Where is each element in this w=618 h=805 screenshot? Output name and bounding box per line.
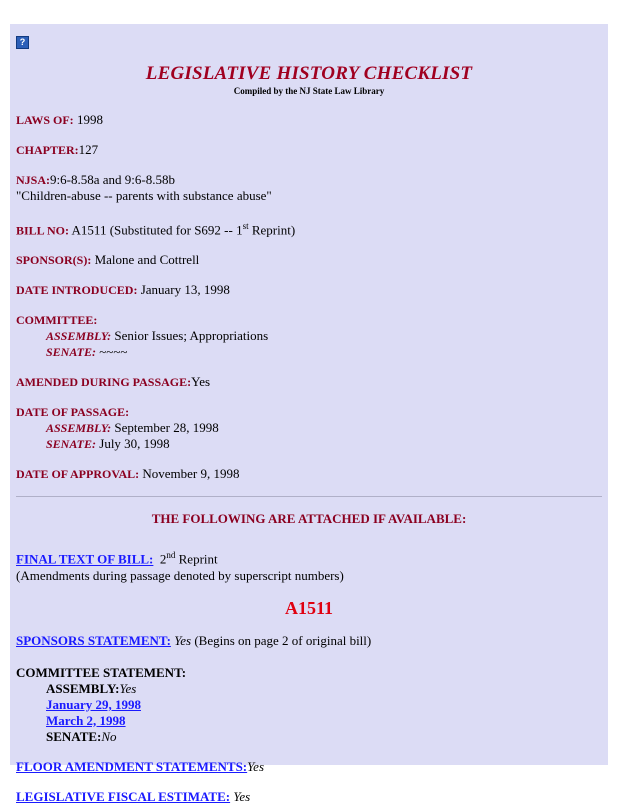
- fiscal-estimate-link[interactable]: LEGISLATIVE FISCAL ESTIMATE:: [16, 788, 231, 804]
- committee-statement-row: [16, 665, 602, 745]
- final-text-link[interactable]: FINAL TEXT OF BILL:: [16, 551, 154, 567]
- date-of-approval-value: November 9, 1998: [139, 466, 240, 482]
- cs-link-january[interactable]: January 29, 1998: [46, 696, 141, 712]
- bill-no-value: A1511 (Substituted for S692 -- 1: [69, 222, 243, 238]
- date-of-passage-row: [16, 404, 602, 452]
- sponsors-statement-row: [16, 633, 602, 649]
- cs-link2-row: [16, 713, 602, 729]
- attached-heading: THE FOLLOWING ARE ATTACHED IF AVAILABLE:: [151, 511, 467, 527]
- bill-heading: A1511: [284, 597, 333, 618]
- floor-amendment-row: [16, 759, 602, 775]
- bill-no-sup: st: [242, 221, 249, 231]
- laws-of-value: 1998: [73, 112, 103, 127]
- cs-link1-row: [16, 697, 602, 713]
- date-of-approval-label: DATE OF APPROVAL:: [16, 467, 140, 482]
- amended-value: Yes: [191, 374, 211, 390]
- passage-senate-label: SENATE:: [46, 437, 97, 452]
- njsa-row: [16, 172, 602, 204]
- date-introduced-value: January 13, 1998: [137, 282, 230, 298]
- help-row: [16, 32, 602, 50]
- cs-assembly-value: Yes: [119, 680, 137, 696]
- bill-no-value-post: Reprint): [248, 222, 296, 238]
- page-title: LEGISLATIVE HISTORY CHECKLIST: [145, 63, 473, 84]
- passage-assembly-value: September 28, 1998: [111, 420, 219, 436]
- amended-label: AMENDED DURING PASSAGE:: [16, 375, 192, 390]
- final-text-note: (Amendments during passage denoted by superscript numbers): [16, 567, 344, 583]
- njsa-label: NJSA:: [16, 173, 51, 187]
- committee-assembly-value: Senior Issues; Appropriations: [111, 328, 269, 344]
- section-divider: [16, 496, 602, 497]
- help-icon[interactable]: ?: [16, 36, 29, 49]
- floor-amendment-link[interactable]: FLOOR AMENDMENT STATEMENTS:: [16, 758, 248, 774]
- amended-row: [16, 374, 602, 390]
- sponsors-statement-value: Yes: [174, 632, 192, 648]
- passage-senate: [16, 436, 602, 452]
- njsa-value: 9:6-8.58a and 9:6-8.58b: [50, 172, 175, 187]
- bill-no-label: BILL NO:: [16, 223, 70, 238]
- committee-senate-value: ~~~~: [96, 344, 128, 360]
- cs-senate-label: SENATE:: [46, 728, 102, 744]
- bill-no-row: [16, 218, 602, 238]
- committee-senate-label: SENATE:: [46, 345, 97, 360]
- committee-senate: [16, 344, 602, 360]
- committee-label: COMMITTEE:: [16, 313, 98, 328]
- date-of-approval-row: [16, 466, 602, 482]
- date-introduced-label: DATE INTRODUCED:: [16, 283, 138, 298]
- sponsors-statement-link[interactable]: SPONSORS STATEMENT:: [16, 632, 171, 648]
- laws-of-row: [16, 112, 602, 128]
- cs-senate-value: No: [101, 728, 117, 744]
- passage-assembly: [16, 420, 602, 436]
- chapter-label: CHAPTER:: [16, 143, 79, 157]
- sponsors-value: Malone and Cottrell: [91, 252, 200, 268]
- passage-senate-value: July 30, 1998: [96, 436, 170, 452]
- final-text-sup: nd: [166, 550, 176, 561]
- chapter-row: [16, 142, 602, 158]
- committee-statement-label: COMMITTEE STATEMENT:: [16, 664, 187, 680]
- committee-assembly-label: ASSEMBLY:: [46, 329, 112, 344]
- cs-assembly: [16, 681, 602, 697]
- chapter-value: 127: [78, 142, 99, 157]
- page-subtitle: Compiled by the NJ State Law Library: [233, 86, 385, 96]
- fiscal-estimate-row: [16, 789, 602, 805]
- passage-assembly-label: ASSEMBLY:: [46, 421, 112, 436]
- date-introduced-row: [16, 282, 602, 298]
- sponsors-row: [16, 252, 602, 268]
- final-text-num: 2: [159, 551, 167, 567]
- cs-assembly-label: ASSEMBLY:: [46, 680, 120, 696]
- committee-assembly: [16, 328, 602, 344]
- floor-amendment-value: Yes: [247, 758, 265, 774]
- final-text-row: [16, 547, 602, 583]
- final-text-value: Reprint: [175, 551, 218, 567]
- sponsors-label: SPONSOR(S):: [16, 253, 92, 268]
- cs-link-march[interactable]: March 2, 1998: [46, 712, 126, 728]
- date-of-passage-label: DATE OF PASSAGE:: [16, 405, 130, 420]
- fiscal-estimate-value: Yes: [230, 788, 251, 804]
- checklist-page: [10, 24, 608, 804]
- njsa-description: "Children-abuse -- parents with substance abuse": [16, 188, 272, 203]
- laws-of-label: LAWS OF:: [16, 113, 74, 127]
- committee-row: [16, 312, 602, 360]
- sponsors-statement-note: (Begins on page 2 of original bill): [191, 632, 372, 648]
- cs-senate: [16, 729, 602, 745]
